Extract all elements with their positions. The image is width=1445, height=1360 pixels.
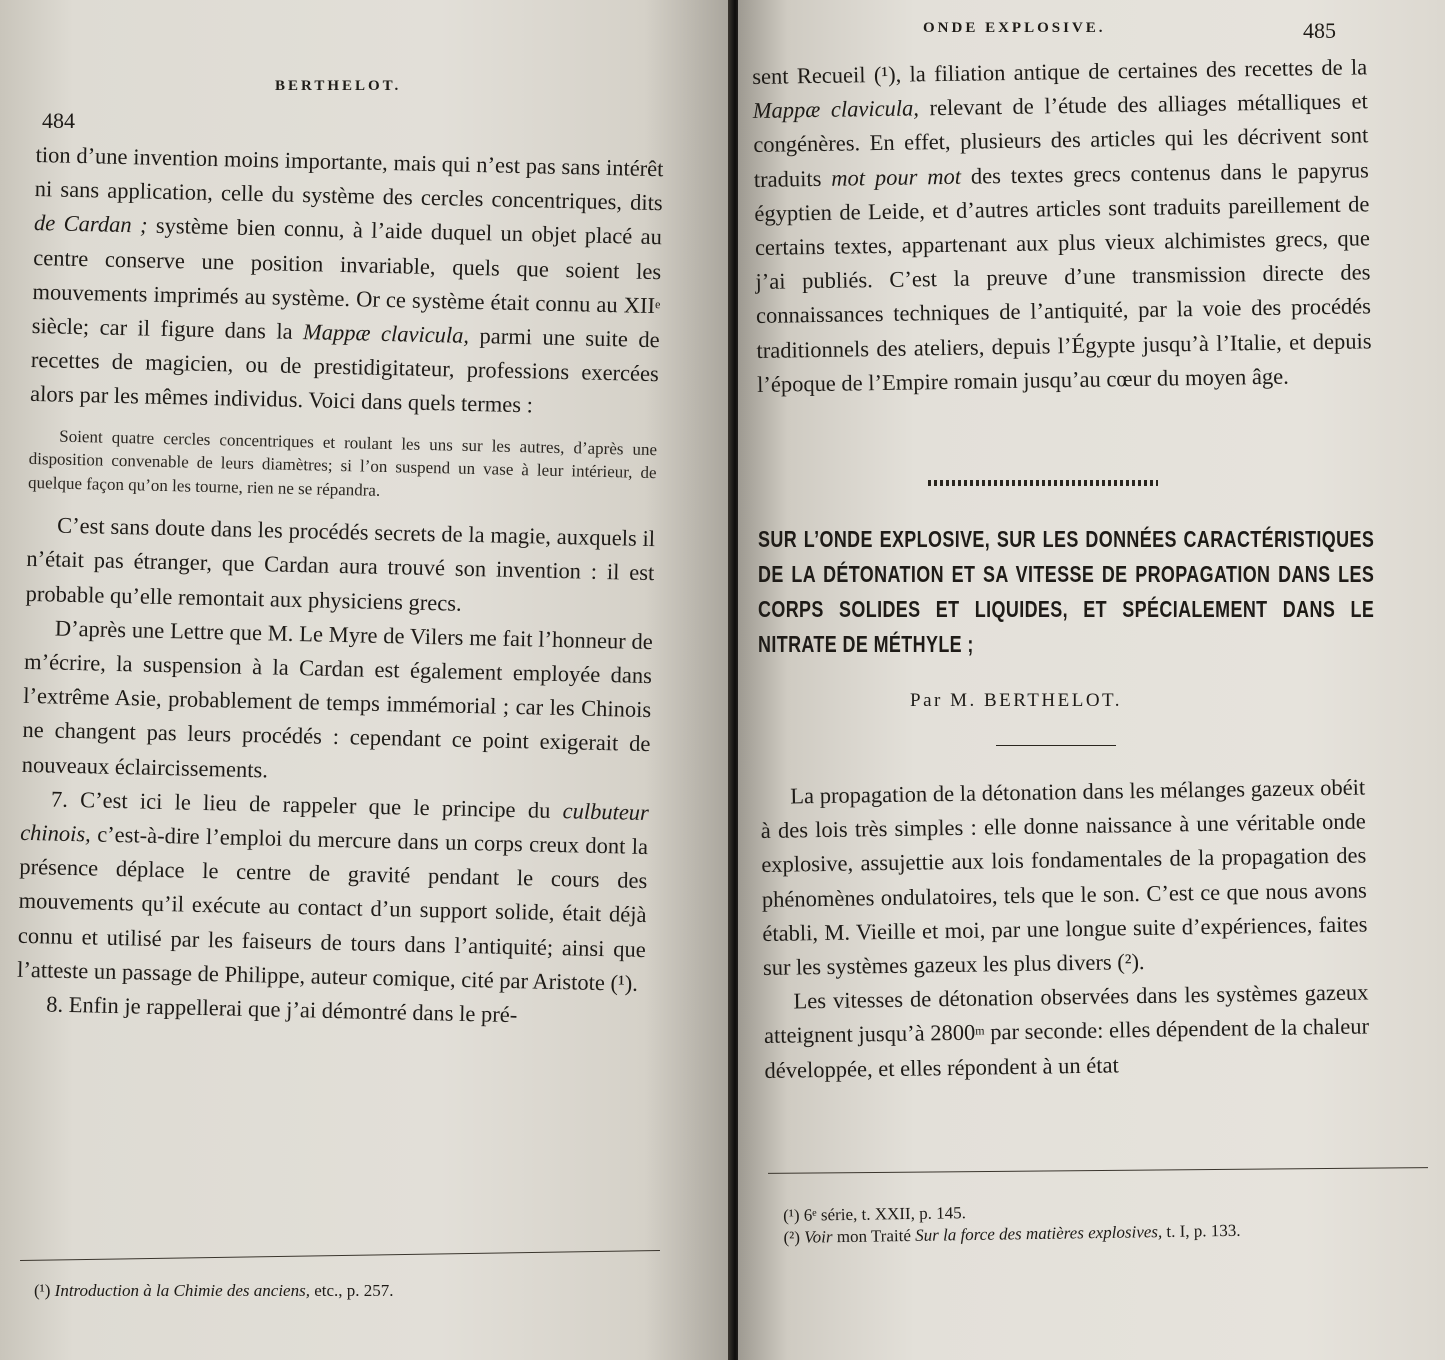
right-page	[738, 0, 1445, 1360]
page-number-left: 484	[42, 108, 75, 133]
right-footnote-1: (¹) 6ᵉ série, t. XXII, p. 145.	[783, 1203, 967, 1225]
right-body-bottom	[760, 770, 1370, 1087]
left-footnote-rule	[20, 1250, 660, 1261]
article-byline: Par M. BERTHELOT.	[910, 690, 1122, 711]
left-paragraph-5: 8. Enfin je rappellerai que j’ai démontré dans le pré-	[46, 991, 518, 1028]
right-footnote-rule	[768, 1167, 1428, 1174]
left-paragraph-2: C’est sans doute dans les procédés secrets de la magie, auxquels il n’était pas étranger, que Cardan aura trouvé son invention : il est probable qu’elle remontait aux physiciens grecs.	[25, 512, 656, 616]
left-paragraph-4: 7. C’est ici le lieu de rappeler que le principe du culbuteur chinois, c’est-à-dire l’emploi du mercure dans un corps creux dont la présence déplace le centre de gravité pendant le cours des mouvements qu’il exécute au contact d’un support solide, était déjà connu et utilisé par les faiseurs de tours dans l’antiquité; ainsi que l’atteste un passage de Philippe, auteur comique, cité par Aristote (¹).	[16, 786, 650, 996]
article-title: SUR L’ONDE EXPLOSIVE, SUR LES DONNÉES CARACTÉRISTIQUES DE LA DÉTONATION ET SA VITESSE DE PROPAGATION DANS LES CORPS SOLIDES ET LIQUIDES, ET SPÉCIALEMENT DANS LE NITRATE DE MÉTHYLE ;	[758, 526, 1375, 657]
byline-rule	[996, 745, 1116, 746]
right-paragraph-2: La propagation de la détonation dans les mélanges gazeux obéit à des lois très simples : elle donne naissance à une véritable onde explosive, assujettie aux lois fondamentales de la propagation des phénomènes ondulatoires, tels que le son. C’est ce que nous avons établi, M. Vieille et moi, par une longue suite d’expériences, faites sur les systèmes gazeux les plus divers (²).	[760, 774, 1368, 980]
left-footnote: (¹) Introduction à la Chimie des anciens, etc., p. 257.	[34, 1281, 394, 1300]
page-number-right: 485	[1303, 18, 1336, 43]
left-body	[16, 138, 664, 1035]
left-quote: Soient quatre cercles concentriques et roulant les uns sur les autres, d’après une disposition convenable de leurs diamètres; si l’on suspend un vase à leur intérieur, de quelque façon qu’on les tourne, rien ne se répandra.	[27, 426, 658, 500]
left-paragraph-3: D’après une Lettre que M. Le Myre de Vilers me fait l’honneur de m’écrire, la suspension à la Cardan est également employée dans l’extrême Asie, probablement de temps immémorial ; car les Chinois ne changent pas leurs procédés : cependant ce point exigerait de nouveaux éclaircissements.	[21, 615, 654, 782]
running-head-left: BERTHELOT.	[275, 78, 402, 94]
section-separator	[928, 480, 1158, 486]
right-footnote-2: (²) Voir mon Traité Sur la force des matières explosives, t. I, p. 133.	[783, 1220, 1241, 1247]
running-head-right: ONDE EXPLOSIVE.	[923, 20, 1106, 36]
right-paragraph-1: sent Recueil (¹), la filiation antique de certaines des recettes de la Mappæ clavicula, relevant de l’étude des alliages métalliques et congénères. En effet, plusieurs des articles qui les décrivent sont traduits mot pour mot des textes grecs contenus dans le papyrus égyptien de Leide, et d’autres articles sont traduits pareillement de certains textes, appartenant aux plus vieux alchimistes grecs, que j’ai publiés. C’est la preuve d’une transmission directe des connaissances techniques de l’antiquité, par la voie des procédés traditionnels des ateliers, depuis l’Égypte jusqu’à l’Italie, et depuis l’époque de l’Empire romain jusqu’au cœur du moyen âge.	[752, 54, 1372, 397]
right-paragraph-3: Les vitesses de détonation observées dans les systèmes gazeux atteignent jusqu’à 2800$^m$ par seconde: elles dépendent de la chaleur développée, et elles répondent à un état	[763, 979, 1370, 1083]
left-paragraph-1: tion d’une invention moins importante, mais qui n’est pas sans intérêt ni sans application, celle du système des cercles concentriques, dits de Cardan ; système bien connu, à l’aide duquel un objet placé au centre conserve une position invariable, quels que soient les mouvements imprimés au système. Or ce système était connu au XIIe siècle; car il figure dans la Mappæ clavicula, parmi une suite de recettes de magicien, ou de prestidigitateur, professions exercées alors par les mêmes individus. Voici dans quels termes :	[29, 141, 664, 418]
right-body-top	[752, 50, 1372, 402]
right-footnotes	[783, 1196, 1384, 1249]
